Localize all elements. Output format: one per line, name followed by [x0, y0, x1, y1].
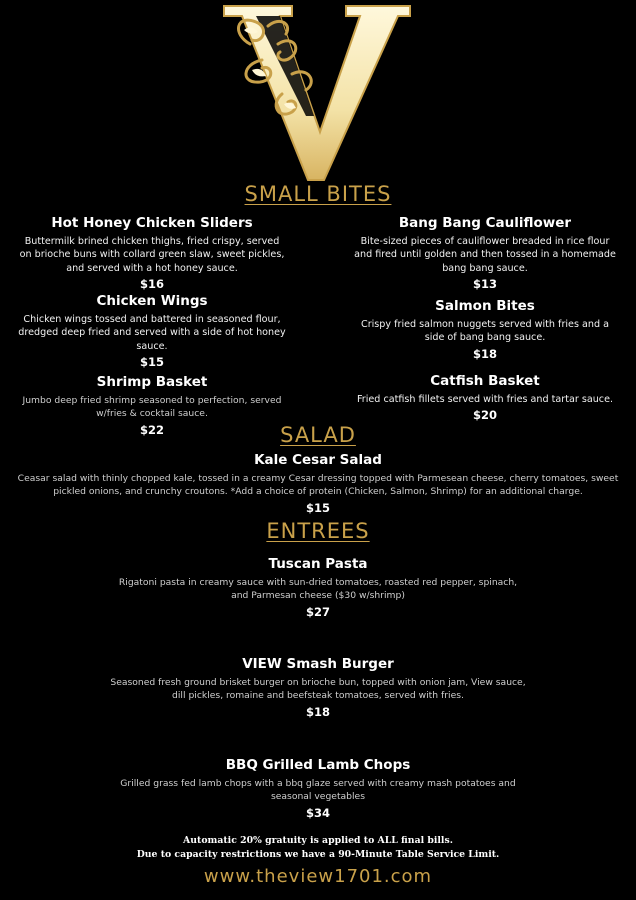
item-price: $22: [139, 422, 164, 437]
menu-item: [10, 452, 626, 515]
item-description: Ceasar salad with thinly chopped kale, tossed in a creamy Cesar dressing topped with Parmesean cheese, cherry tomatoes, sweet pickled onions, and crunchy croutons. *Add a choice of protein (Chicken, Salmon, Shrimp) for an additional charge.: [17, 473, 619, 498]
item-name: Shrimp Basket: [96, 374, 208, 390]
item-name: Chicken Wings: [96, 293, 208, 309]
item-description: Buttermilk brined chicken thighs, fried crispy, served on brioche buns with collard green slaw, sweet pickles, and served with a hot honey sauce.: [19, 236, 285, 274]
section-title-small-bites: SMALL BITES: [244, 182, 392, 206]
item-description: Chicken wings tossed and battered in seasoned flour, dredged deep fried and served with a side of hot honey sauce.: [18, 314, 286, 352]
item-name: Bang Bang Cauliflower: [398, 215, 572, 231]
item-price: $13: [472, 277, 497, 292]
item-description: Fried catfish fillets served with fries and tartar sauce.: [356, 394, 614, 405]
item-description: Grilled grass fed lamb chops with a bbq glaze served with creamy mash potatoes and seasonal vegetables: [120, 778, 516, 803]
menu-item: [352, 298, 618, 361]
item-name: Kale Cesar Salad: [254, 452, 382, 468]
menu-item: [110, 757, 526, 820]
item-price: $16: [139, 277, 164, 292]
item-price: $18: [472, 346, 497, 361]
item-name: Tuscan Pasta: [268, 556, 368, 572]
item-description: Seasoned fresh ground brisket burger on brioche bun, topped with onion jam, View sauce, dill pickles, romaine and beefsteak tomatoes, served with fries.: [110, 677, 526, 702]
menu-item: [18, 215, 286, 291]
item-price: $34: [305, 805, 330, 820]
time-limit-notice: Due to capacity restrictions we have a 90-Minute Table Service Limit.: [136, 849, 500, 860]
item-description: Jumbo deep fried shrimp seasoned to perfection, served w/fries & cocktail sauce.: [22, 395, 282, 420]
section-title-entrees: ENTREES: [266, 519, 370, 543]
item-description: Bite-sized pieces of cauliflower breaded in rice flour and fired until golden and then tossed in a homemade bang bang sauce.: [354, 236, 616, 274]
menu-item: [110, 656, 526, 719]
item-name: BBQ Grilled Lamb Chops: [225, 757, 411, 773]
item-name: VIEW Smash Burger: [242, 656, 394, 672]
item-description: Crispy fried salmon nuggets served with fries and a side of bang bang sauce.: [361, 319, 609, 344]
item-price: $18: [305, 704, 330, 719]
item-description: Rigatoni pasta in creamy sauce with sun-dried tomatoes, roasted red pepper, spinach, and Parmesan cheese ($30 w/shrimp): [118, 577, 518, 602]
menu-item: [352, 373, 618, 422]
restaurant-logo: [222, 4, 412, 182]
item-name: Hot Honey Chicken Sliders: [51, 215, 253, 231]
item-price: $15: [139, 355, 164, 370]
website-link[interactable]: www.theview1701.com: [203, 866, 433, 887]
item-price: $20: [472, 408, 497, 423]
menu-item: [18, 293, 286, 369]
gratuity-notice: Automatic 20% gratuity is applied to ALL final bills.: [183, 835, 453, 846]
section-title-salad: SALAD: [280, 423, 356, 447]
item-name: Salmon Bites: [435, 298, 535, 314]
menu-item: [352, 215, 618, 291]
item-price: $15: [305, 500, 330, 515]
item-name: Catfish Basket: [430, 373, 540, 389]
item-price: $27: [305, 604, 330, 619]
menu-item: [110, 556, 526, 619]
